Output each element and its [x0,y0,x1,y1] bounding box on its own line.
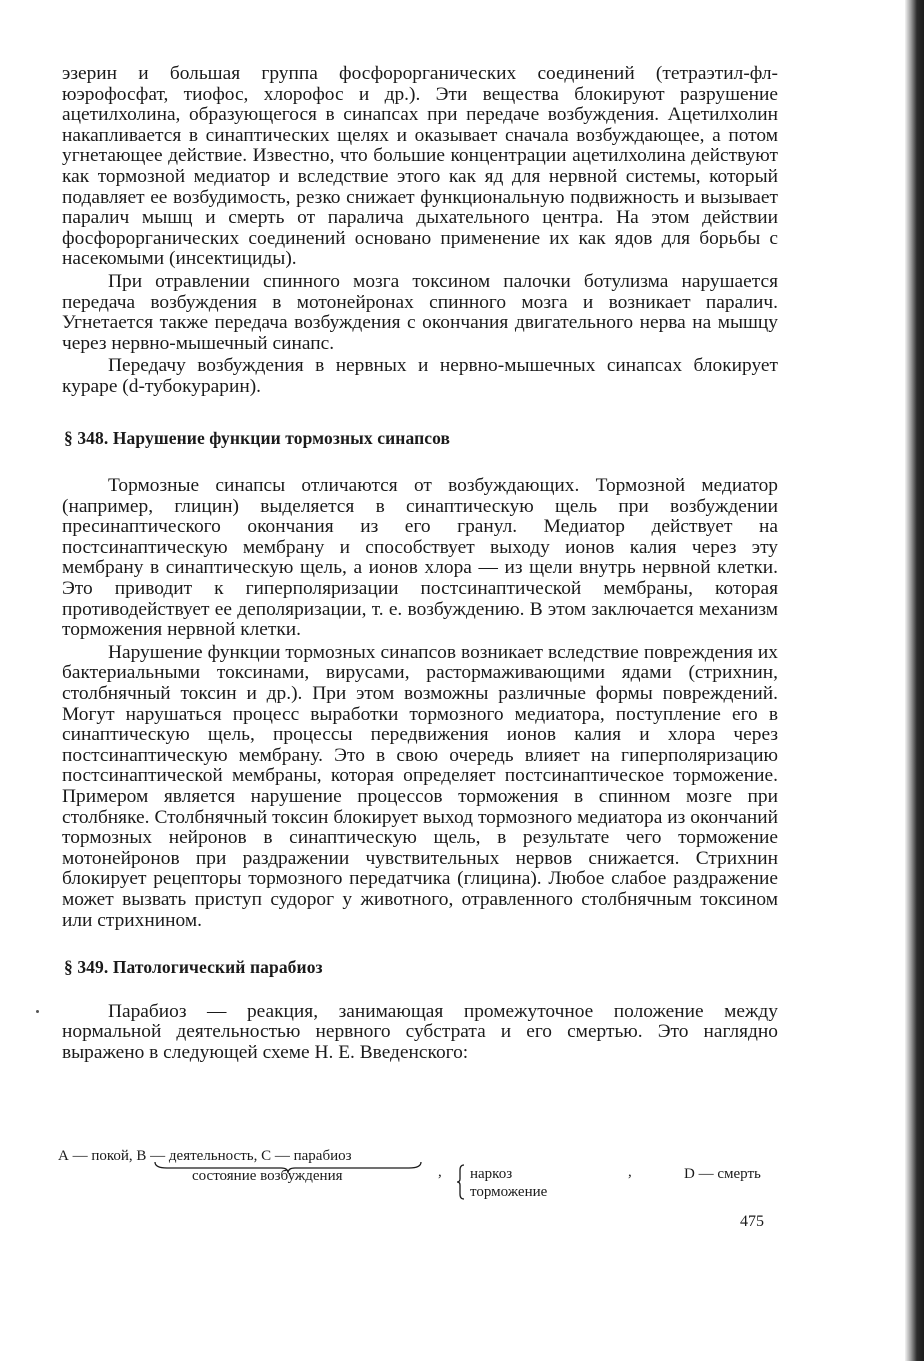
scheme-death: D — смерть [684,1166,761,1182]
paragraph: Нарушение функции тормозных синапсов возникает вследствие повреждения их бактериальными токсинами, вирусами, растормаживающими ядами (стрихнин, столбнячный токсин и др.). При этом возможны различные формы повреждений. Могут нарушаться процесс выработки тормозного медиатора, поступление его в синаптическую щель, процессы передвижения ионов калия и хлора через постсинаптическую мембрану. Это в свою очередь влияет на гиперполяризацию постсинаптической мембраны, которая определяет постсинаптическое торможение. Примером является нарушение процессов торможения в спинном мозге при столбняке. Столбнячный токсин блокирует выход тормозного медиатора из окончаний тормозных нейронов в синаптическую щель, в результате чего торможение мотонейронов при раздражении чувствительных нервов снижается. Стрихнин блокирует рецепторы тормозного передатчика (глицина). Любое слабое раздражение может вызвать приступ судорог у животного, отравленного столбнячным токсином или стрихнином. [62,641,778,931]
page-number: 475 [740,1213,764,1230]
left-brace-icon [456,1164,466,1200]
scheme-option-narcosis: наркоз [470,1166,513,1182]
scheme-option-inhibition: торможение [470,1184,548,1200]
page-body [62,64,778,1064]
paragraph: Тормозные синапсы отличаются от возбуждающих. Тормозной медиатор (например, глицин) выделяется в синаптическую щель при возбуждении пресинаптического окончания из его гранул. Медиатор действует на постсинаптическую мембрану и способствует выходу ионов калия через эту мембрану в синаптическую щель, а ионов хлора — из щели внутрь нервной клетки. Это приводит к гиперполяризации постсинаптической мембраны, которая противодействует ее деполяризации, т. е. возбуждению. В этом заключается механизм торможения нервной клетки. [62,475,778,641]
paragraph: Парабиоз — реакция, занимающая промежуточное положение между нормальной деятельностью нервного субстрата и его смертью. Это наглядно выражено в следующей схеме Н. Е. Введенского: [62,1000,778,1063]
section-heading-348: § 348. Нарушение функции тормозных синапсов [64,427,451,448]
vvedensky-scheme [58,1147,778,1199]
scheme-states-line: А — покой, В — деятельность, С — парабиоз [58,1148,352,1164]
scheme-comma: , [438,1164,442,1180]
scan-dark-edge [905,0,924,1361]
paragraph: эзерин и большая группа фосфорорганических соединений (тетраэтил-флюэрофосфат, тиофос, хлорофос и др.). Эти вещества блокируют разрушение ацетилхолина, образующегося в синапсах при передаче возбуждения. Ацетилхолин накапливается в синаптических щелях и оказывает сначала возбуждающее, а потом угнетающее действие. Известно, что большие концентрации ацетилхолина действуют как тормозной медиатор и вследствие этого как яд для нервной системы, который подавляет ее возбудимость, резко снижает функциональную подвижность и вызывает паралич мышц и смерть от паралича дыхательного центра. На этом действии фосфорорганических соединений основано применение их как ядов для борьбы с насекомыми (инсектициды). [62,63,778,270]
scheme-brace-label: состояние возбуждения [192,1168,343,1184]
section-heading-349: § 349. Патологический парабиоз [64,957,323,978]
scheme-comma: , [628,1164,632,1180]
scan-speck [36,1010,39,1013]
paragraph: При отравлении спинного мозга токсином палочки ботулизма нарушается передача возбуждения в мотонейронах спинного мозга и возникает паралич. Угнетается также передача возбуждения с окончания двигательного нерва на мышцу через нервно-мышечный синапс. [62,270,778,354]
paragraph: Передачу возбуждения в нервных и нервно-мышечных синапсах блокирует кураре (d-тубокурарин). [62,355,778,397]
